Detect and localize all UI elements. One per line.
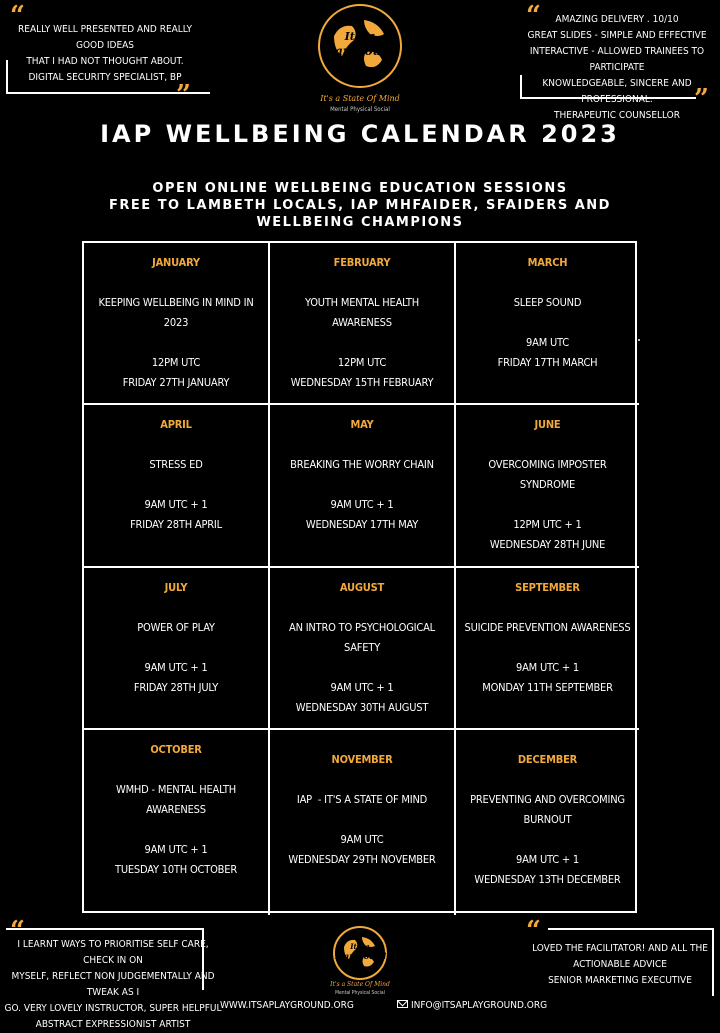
quote-line: AMAZING DELIVERY . 10/10 <box>555 14 679 25</box>
session-cell-january <box>84 243 270 405</box>
globe-logo-icon <box>333 926 387 980</box>
session-topic: IAP - IT'S A STATE OF MIND <box>296 793 428 806</box>
session-month: APRIL <box>160 418 192 431</box>
session-time: 9AM UTC + 1 <box>144 498 208 511</box>
session-topic <box>470 790 625 830</box>
logo-text: It's a <box>344 30 376 43</box>
session-month: FEBRUARY <box>333 256 391 269</box>
session-month: JANUARY <box>152 256 200 269</box>
session-topic: STRESS ED <box>149 458 203 471</box>
session-topic <box>116 780 236 820</box>
session-cell-november <box>270 730 456 915</box>
session-cell-march <box>456 243 639 405</box>
subtitle-line: OPEN ONLINE WELLBEING EDUCATION SESSIONS <box>152 181 568 196</box>
subtitle-line: FREE TO LAMBETH LOCALS, IAP MHFAIDER, SFAIDERS AND <box>109 198 611 213</box>
session-time: 12PM UTC <box>337 356 387 369</box>
logo-tagline: It's a State Of Mind <box>330 981 390 988</box>
logo-subtag: Mental Physical Social <box>335 990 385 996</box>
session-cell-february <box>270 243 456 405</box>
quote-line: ACTIONABLE ADVICE <box>573 959 667 970</box>
session-cell-december <box>456 730 639 915</box>
quote-bottom-right <box>520 941 720 989</box>
session-month: AUGUST <box>339 581 385 594</box>
session-date: FRIDAY 27TH JANUARY <box>122 376 230 389</box>
session-time: 9AM UTC + 1 <box>516 661 579 674</box>
subtitle-line: WELLBEING CHAMPIONS <box>256 215 464 230</box>
session-date: FRIDAY 28TH JULY <box>133 681 219 694</box>
quote-line: I LEARNT WAYS TO PRIORITISE SELF CARE, CHECK IN ON <box>17 939 209 966</box>
quote-line: REALLY WELL PRESENTED AND REALLY GOOD IDEAS <box>18 24 192 51</box>
quote-bottom-left <box>4 937 222 1033</box>
website-link[interactable]: WWW.ITSAPLAYGROUND.ORG <box>220 1000 354 1011</box>
session-month: SEPTEMBER <box>515 581 580 594</box>
page-title: IAP WELLBEING CALENDAR 2023 <box>100 120 620 148</box>
session-cell-may <box>270 405 456 568</box>
quote-close-icon: ” <box>176 80 191 110</box>
quote-line: THAT I HAD NOT THOUGHT ABOUT. <box>26 56 184 67</box>
logo-text: It's a <box>350 942 370 951</box>
quote-open-icon: “ <box>526 916 541 946</box>
logo-text: Playground <box>321 44 399 58</box>
mail-icon <box>397 1000 408 1008</box>
session-topic-line: BURNOUT <box>523 813 572 826</box>
session-topic: KEEPING WELLBEING IN MIND IN 2023 <box>98 296 254 329</box>
session-cell-october <box>84 730 270 915</box>
session-date: WEDNESDAY 30TH AUGUST <box>295 701 429 714</box>
session-topic: OVERCOMING IMPOSTER SYNDROME <box>488 458 607 491</box>
session-cell-july <box>84 568 270 730</box>
session-cell-june <box>456 405 639 568</box>
session-time: 9AM UTC + 1 <box>144 661 208 674</box>
session-cell-august <box>270 568 456 730</box>
quote-line: THERAPEUTIC COUNSELLOR <box>554 110 680 121</box>
session-topic-line: WMHD - MENTAL HEALTH <box>116 783 236 796</box>
quote-line: DIGITAL SECURITY SPECIALIST, BP <box>28 72 182 83</box>
session-month: NOVEMBER <box>331 753 393 766</box>
session-date: WEDNESDAY 13TH DECEMBER <box>474 873 621 886</box>
session-topic: BREAKING THE WORRY CHAIN <box>290 458 434 471</box>
globe-logo-icon <box>318 4 402 88</box>
session-month: MARCH <box>527 256 568 269</box>
session-cell-september <box>456 568 639 730</box>
quote-bracket <box>520 75 696 99</box>
session-topic: YOUTH MENTAL HEALTH AWARENESS <box>304 296 420 329</box>
quote-line: MYSELF, REFLECT NON JUDGEMENTALLY AND TWEAK AS I <box>11 971 215 998</box>
quote-line: GREAT SLIDES - SIMPLE AND EFFECTIVE <box>527 30 707 41</box>
quote-top-right <box>514 12 720 124</box>
session-month: JULY <box>164 581 188 594</box>
session-date: FRIDAY 28TH APRIL <box>130 518 222 531</box>
quote-open-icon: “ <box>10 1 25 31</box>
session-month: OCTOBER <box>150 743 202 756</box>
session-date: WEDNESDAY 15TH FEBRUARY <box>290 376 434 389</box>
quote-line: GO. VERY LOVELY INSTRUCTOR, SUPER HELPFUL <box>4 1003 222 1014</box>
session-time: 9AM UTC <box>526 336 569 349</box>
quote-line: SENIOR MARKETING EXECUTIVE <box>548 975 692 986</box>
quote-line: LOVED THE FACILITATOR! AND ALL THE <box>532 943 708 954</box>
quote-open-icon: “ <box>10 916 25 946</box>
session-date: FRIDAY 17TH MARCH <box>497 356 598 369</box>
session-time: 9AM UTC + 1 <box>516 853 579 866</box>
session-time: 12PM UTC <box>151 356 201 369</box>
session-date: TUESDAY 10TH OCTOBER <box>114 863 238 876</box>
session-date: WEDNESDAY 17TH MAY <box>305 518 419 531</box>
calendar-grid <box>82 241 637 913</box>
session-topic-line: AWARENESS <box>146 803 206 816</box>
session-time: 9AM UTC + 1 <box>330 498 394 511</box>
logo-subtag: Mental Physical Social <box>330 106 390 113</box>
session-time: 9AM UTC + 1 <box>144 843 208 856</box>
session-topic: SUICIDE PREVENTION AWARENESS <box>464 621 631 634</box>
session-date: MONDAY 11TH SEPTEMBER <box>482 681 613 694</box>
session-topic: POWER OF PLAY <box>137 621 215 634</box>
session-month: JUNE <box>534 418 561 431</box>
session-date: WEDNESDAY 29TH NOVEMBER <box>288 853 436 866</box>
session-month: DECEMBER <box>517 753 578 766</box>
quote-open-icon: “ <box>526 1 541 31</box>
session-topic: AN INTRO TO PSYCHOLOGICAL SAFETY <box>289 621 435 654</box>
logo-tagline: It's a State Of Mind <box>320 94 400 103</box>
session-cell-april <box>84 405 270 568</box>
session-time: 9AM UTC <box>340 833 384 846</box>
session-month: MAY <box>350 418 374 431</box>
quote-close-icon: ” <box>694 84 709 114</box>
logo-text: Playground <box>335 951 387 961</box>
quote-line: INTERACTIVE - ALLOWED TRAINEES TO PARTICIPATE <box>529 46 705 73</box>
quote-line: ABSTRACT EXPRESSIONIST ARTIST <box>35 1019 191 1030</box>
session-topic-line: PREVENTING AND OVERCOMING <box>470 793 625 806</box>
session-date: WEDNESDAY 28TH JUNE <box>489 538 606 551</box>
quote-line: KNOWLEDGEABLE, SINCERE AND PROFESSIONAL. <box>542 78 692 105</box>
session-time: 12PM UTC + 1 <box>513 518 582 531</box>
email-link[interactable]: INFO@ITSAPLAYGROUND.ORG <box>411 1000 548 1011</box>
session-time: 9AM UTC + 1 <box>330 681 394 694</box>
page-subtitle <box>0 180 720 231</box>
session-topic: SLEEP SOUND <box>513 296 582 309</box>
